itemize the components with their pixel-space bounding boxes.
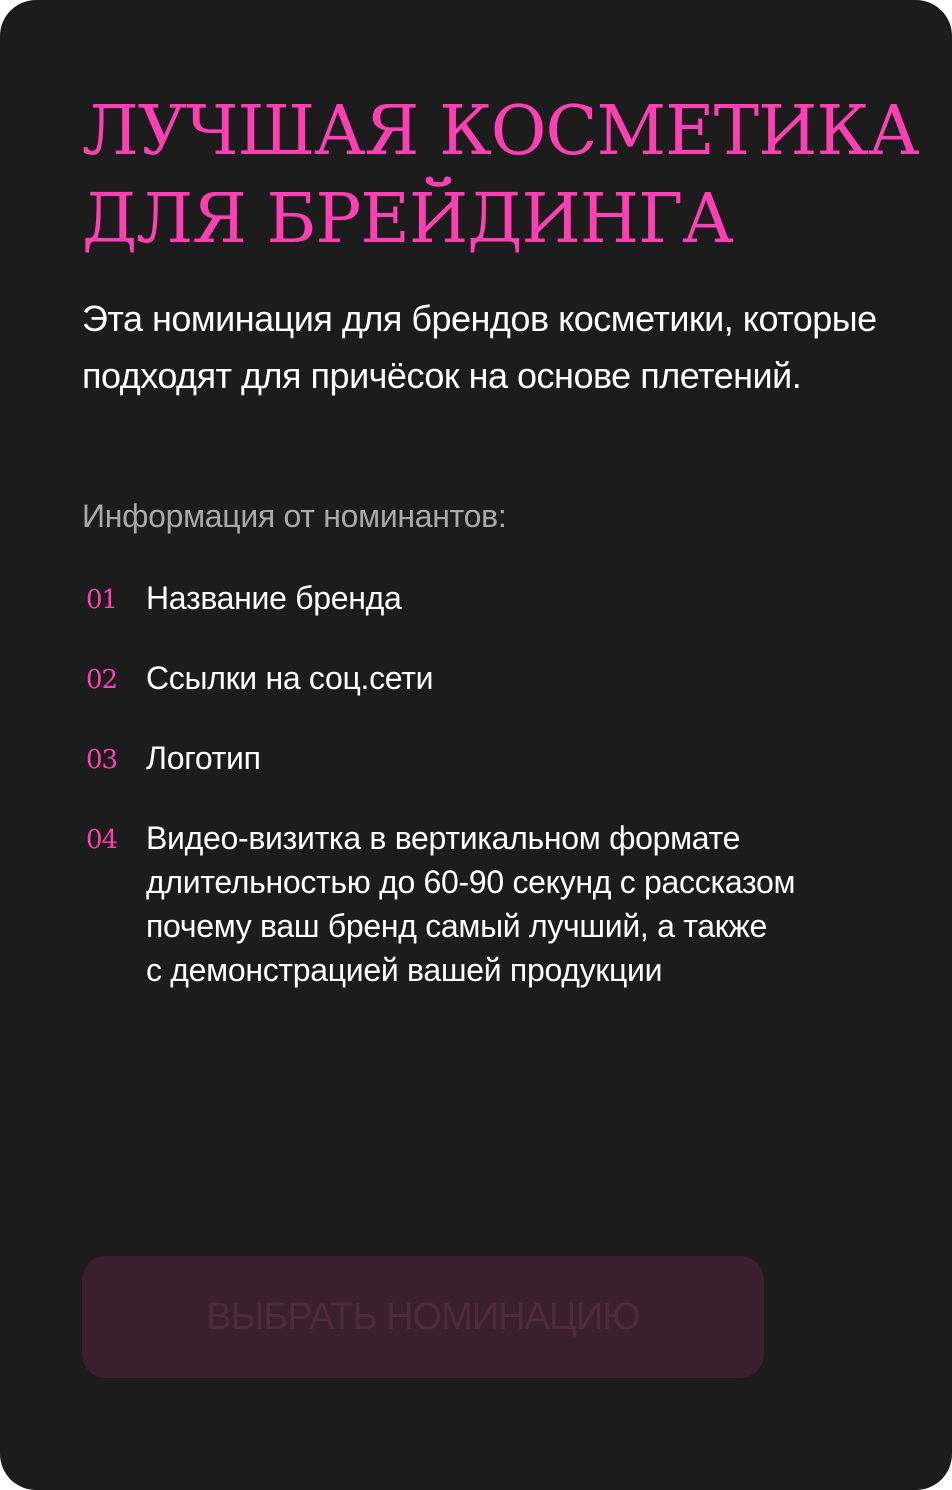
requirement-text <box>146 656 906 700</box>
info-heading: Информация от номинантов: <box>82 498 507 534</box>
requirement-line: почему ваш бренд самый лучший, а также <box>146 908 767 944</box>
requirement-line: с демонстрацией вашей продукции <box>146 952 663 988</box>
requirement-text <box>146 736 906 780</box>
requirement-line: Ссылки на соц.сети <box>146 660 434 696</box>
select-nomination-label: ВЫБРАТЬ НОМИНАЦИЮ <box>206 1295 640 1338</box>
requirement-number: 04 <box>86 825 118 855</box>
select-nomination-button[interactable] <box>82 1256 764 1378</box>
requirement-text <box>146 576 906 620</box>
requirement-number: 01 <box>86 585 118 615</box>
requirement-line: Логотип <box>146 740 261 776</box>
nomination-title <box>82 88 919 264</box>
requirement-number: 02 <box>86 665 118 695</box>
requirement-number: 03 <box>86 745 118 775</box>
requirement-line: длительностью до 60-90 секунд с рассказом <box>146 864 796 900</box>
requirement-line: Видео-визитка в вертикальном формате <box>146 820 741 856</box>
requirement-text <box>146 816 906 992</box>
title-line-1: ЛУЧШАЯ КОСМЕТИКА <box>82 92 919 171</box>
nomination-description: Эта номинация для брендов косметики, которые подходят для причёсок на основе плетений. <box>82 298 877 396</box>
requirement-line: Название бренда <box>146 580 402 616</box>
title-line-2: ДЛЯ БРЕЙДИНГА <box>82 180 733 259</box>
